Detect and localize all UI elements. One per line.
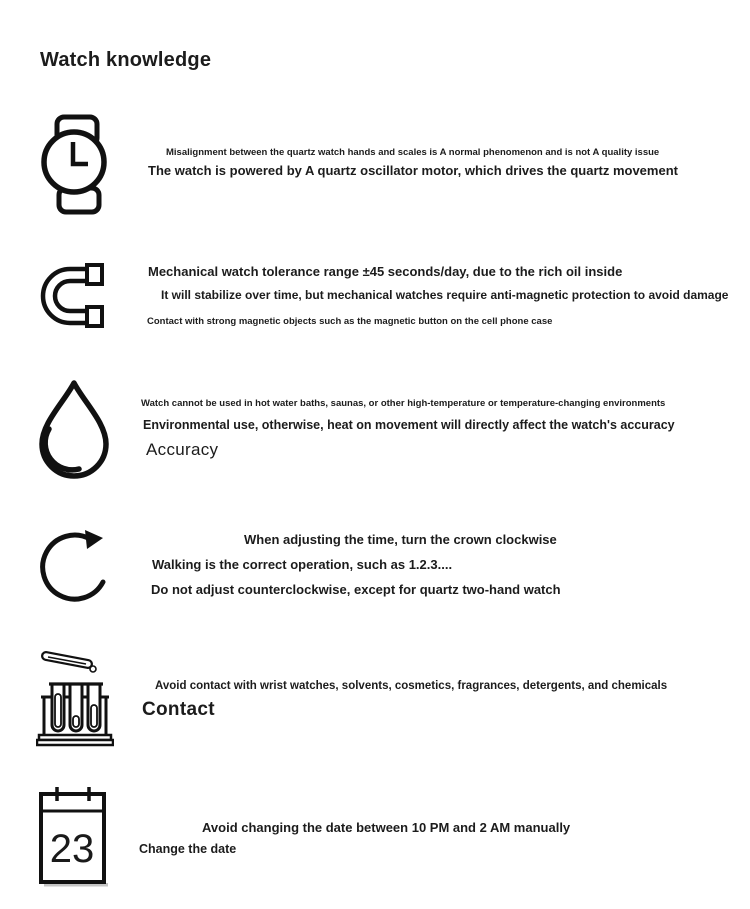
chemicals-heading: Contact <box>142 699 215 720</box>
date-note-main: Avoid changing the date between 10 PM and 2 AM manually <box>202 820 571 835</box>
clockwise-arrow-icon <box>38 522 110 604</box>
calendar-icon <box>38 785 110 889</box>
crown-note-1: When adjusting the time, turn the crown clockwise <box>244 532 557 547</box>
magnet-icon <box>40 262 110 330</box>
temperature-heading: Accuracy <box>146 440 219 459</box>
crown-note-3: Do not adjust counterclockwise, except for quartz two-hand watch <box>151 582 561 597</box>
temperature-note-small: Watch cannot be used in hot water baths, saunas, or other high-temperature or temperature-changing environments <box>141 398 666 409</box>
calendar-day-number: 23 <box>49 827 95 871</box>
magnetism-note-small: Contact with strong magnetic objects such as the magnetic button on the cell phone case <box>147 316 553 327</box>
watch-icon <box>40 112 120 217</box>
chemicals-note: Avoid contact with wrist watches, solvents, cosmetics, fragrances, detergents, and chemicals <box>155 680 668 692</box>
test-tubes-icon <box>36 648 114 748</box>
magnetism-note-secondary: It will stabilize over time, but mechanical watches require anti-magnetic protection to avoid damage <box>161 288 729 302</box>
date-note-heading: Change the date <box>139 842 237 856</box>
water-drop-icon <box>36 378 112 480</box>
quartz-note-main: The watch is powered by A quartz oscillator motor, which drives the quartz movement <box>148 163 678 178</box>
quartz-note-small: Misalignment between the quartz watch hands and scales is A normal phenomenon and is not A quality issue <box>166 147 660 158</box>
crown-note-2: Walking is the correct operation, such as 1.2.3.... <box>152 557 453 572</box>
page-title: Watch knowledge <box>40 49 212 72</box>
temperature-note-main: Environmental use, otherwise, heat on movement will directly affect the watch's accuracy <box>143 418 675 432</box>
magnetism-note-main: Mechanical watch tolerance range ±45 seconds/day, due to the rich oil inside <box>148 264 623 279</box>
